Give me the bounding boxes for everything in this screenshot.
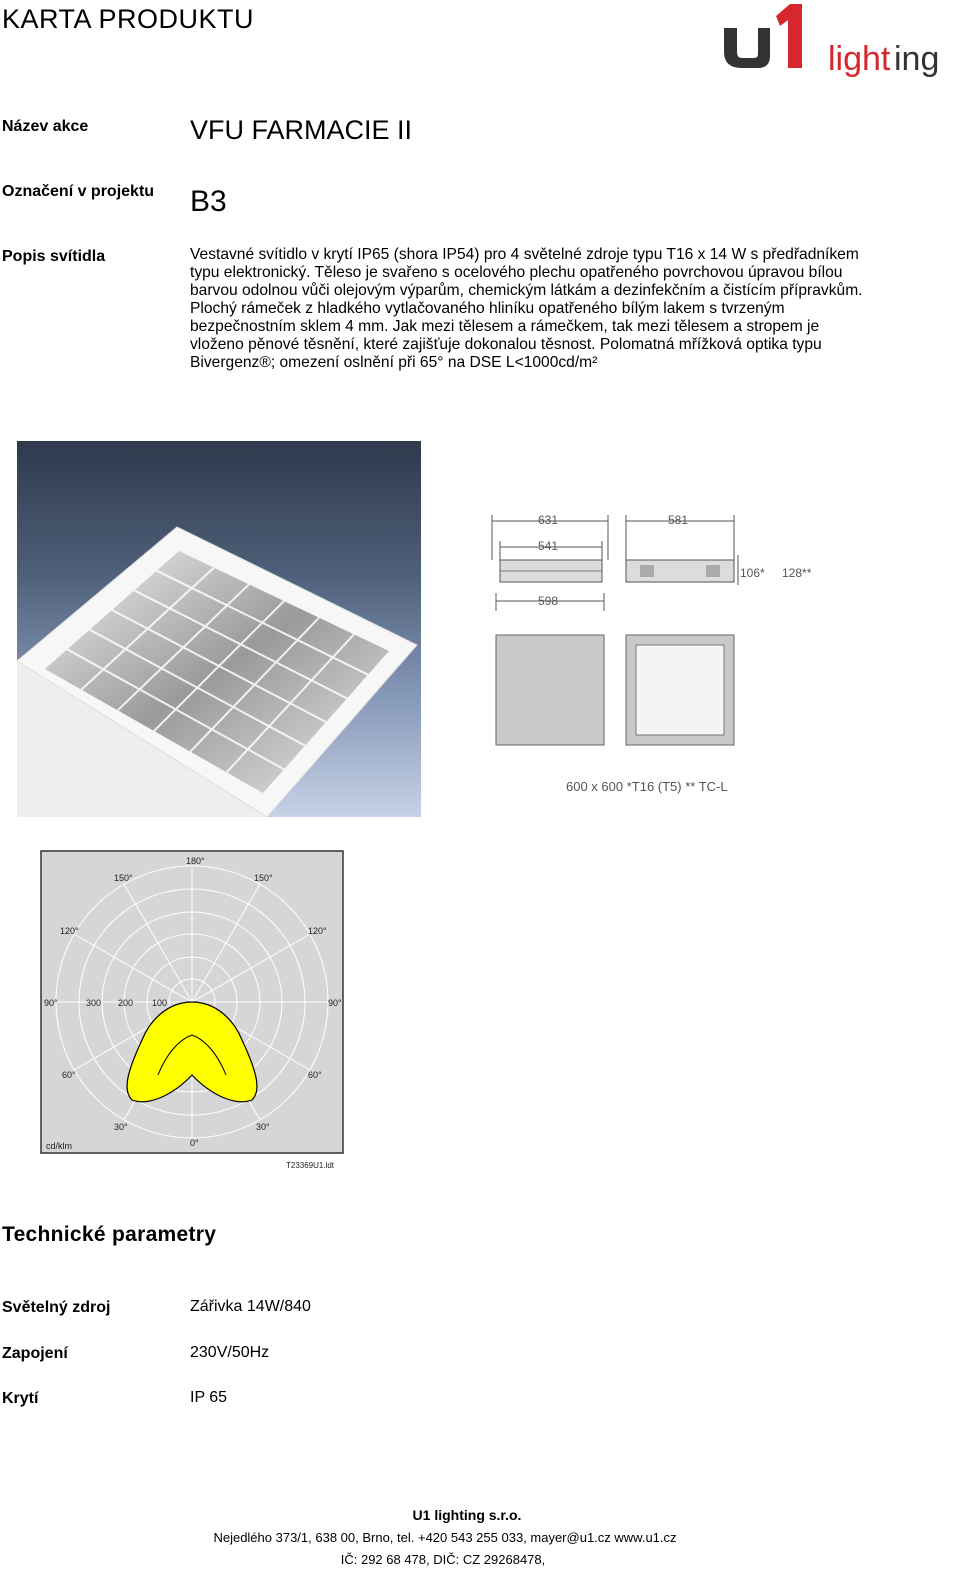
param-value: 230V/50Hz [190,1344,270,1361]
popis-text [190,246,890,372]
angle-label: 120° [308,926,327,936]
angle-label: 150° [114,873,133,883]
footer-company: U1 lighting s.r.o. [412,1507,522,1523]
angle-label: 180° [186,856,205,866]
param-label: Zapojení [2,1345,68,1362]
svg-text:ing: ing [894,40,940,78]
param-label: Krytí [2,1390,39,1407]
footer-ids: IČ: 292 68 478, DIČ: CZ 29268478, [340,1552,546,1567]
oznaceni-label: Označení v projektu [2,183,155,200]
param-label: Světelný zdroj [2,1299,111,1316]
angle-label: 90° [328,998,342,1008]
popis-line: typu elektronický. Těleso je svařeno s ocelového plechu opatřeného povrchovou úpravou bílou [190,264,843,281]
tech-heading: Technické parametry [2,1223,217,1246]
angle-label: 90° [44,998,58,1008]
logo-text: light [828,40,891,78]
popis-line: Vestavné svítidlo v krytí IP65 (shora IP54) pro 4 světelné zdroje typu T16 x 14 W s předřadníkem [190,246,859,263]
angle-label: 120° [60,926,79,936]
dim-581: 581 [668,513,689,527]
file-label: T23369U1.ldt [286,1161,335,1170]
dim-598: 598 [538,594,559,608]
radial-label: 200 [118,998,134,1008]
page-title: KARTA PRODUKTU [2,4,255,34]
angle-label: 30° [256,1122,270,1132]
oznaceni-value: B3 [190,185,227,218]
angle-label: 30° [114,1122,128,1132]
angle-label: 0° [190,1138,199,1148]
angle-label: 60° [308,1070,322,1080]
dim-541: 541 [538,539,559,553]
dim-128: 128** [782,566,812,580]
radial-label: 100 [152,998,168,1008]
param-value: Zářivka 14W/840 [190,1298,311,1315]
u1-lighting-logo [720,0,956,80]
angle-label: 150° [254,873,273,883]
unit-label: cd/klm [46,1141,73,1151]
popis-line: barvou odolnou vůči olejovým výparům, chemickým látkám a dezinfekčním a čistícím přípravkům. [190,282,863,299]
product-photo [17,441,421,817]
angle-label: 60° [62,1070,76,1080]
popis-line: Plochý rámeček z hladkého vytlačovaného hliníku opatřeného bílým lakem s tvrzeným [190,300,785,317]
popis-label: Popis svítidla [2,248,106,265]
drawing-caption: 600 x 600 *T16 (T5) ** TC-L [566,779,728,794]
radial-label: 300 [86,998,102,1008]
nazev-akce-value: VFU FARMACIE II [190,115,413,145]
dim-631: 631 [538,513,559,527]
dimension-drawing [480,505,812,805]
popis-line: Bivergenz®; omezení oslnění při 65° na DSE L<1000cd/m² [190,354,598,371]
param-value: IP 65 [190,1389,228,1406]
dim-106: 106* [740,566,765,580]
nazev-akce-label: Název akce [2,118,89,135]
popis-line: bezpečnostním sklem 4 mm. Jak mezi tělesem a rámečkem, tak mezi tělesem a stropem je [190,318,820,335]
polar-light-distribution [38,850,350,1172]
popis-line: vloženo pěnové těsnění, které zajišťuje dokonalou těsnost. Polomatná mřížková optika typu [190,336,822,353]
footer-address: Nejedlého 373/1, 638 00, Brno, tel. +420 543 255 033, mayer@u1.cz www.u1.cz [213,1530,677,1545]
